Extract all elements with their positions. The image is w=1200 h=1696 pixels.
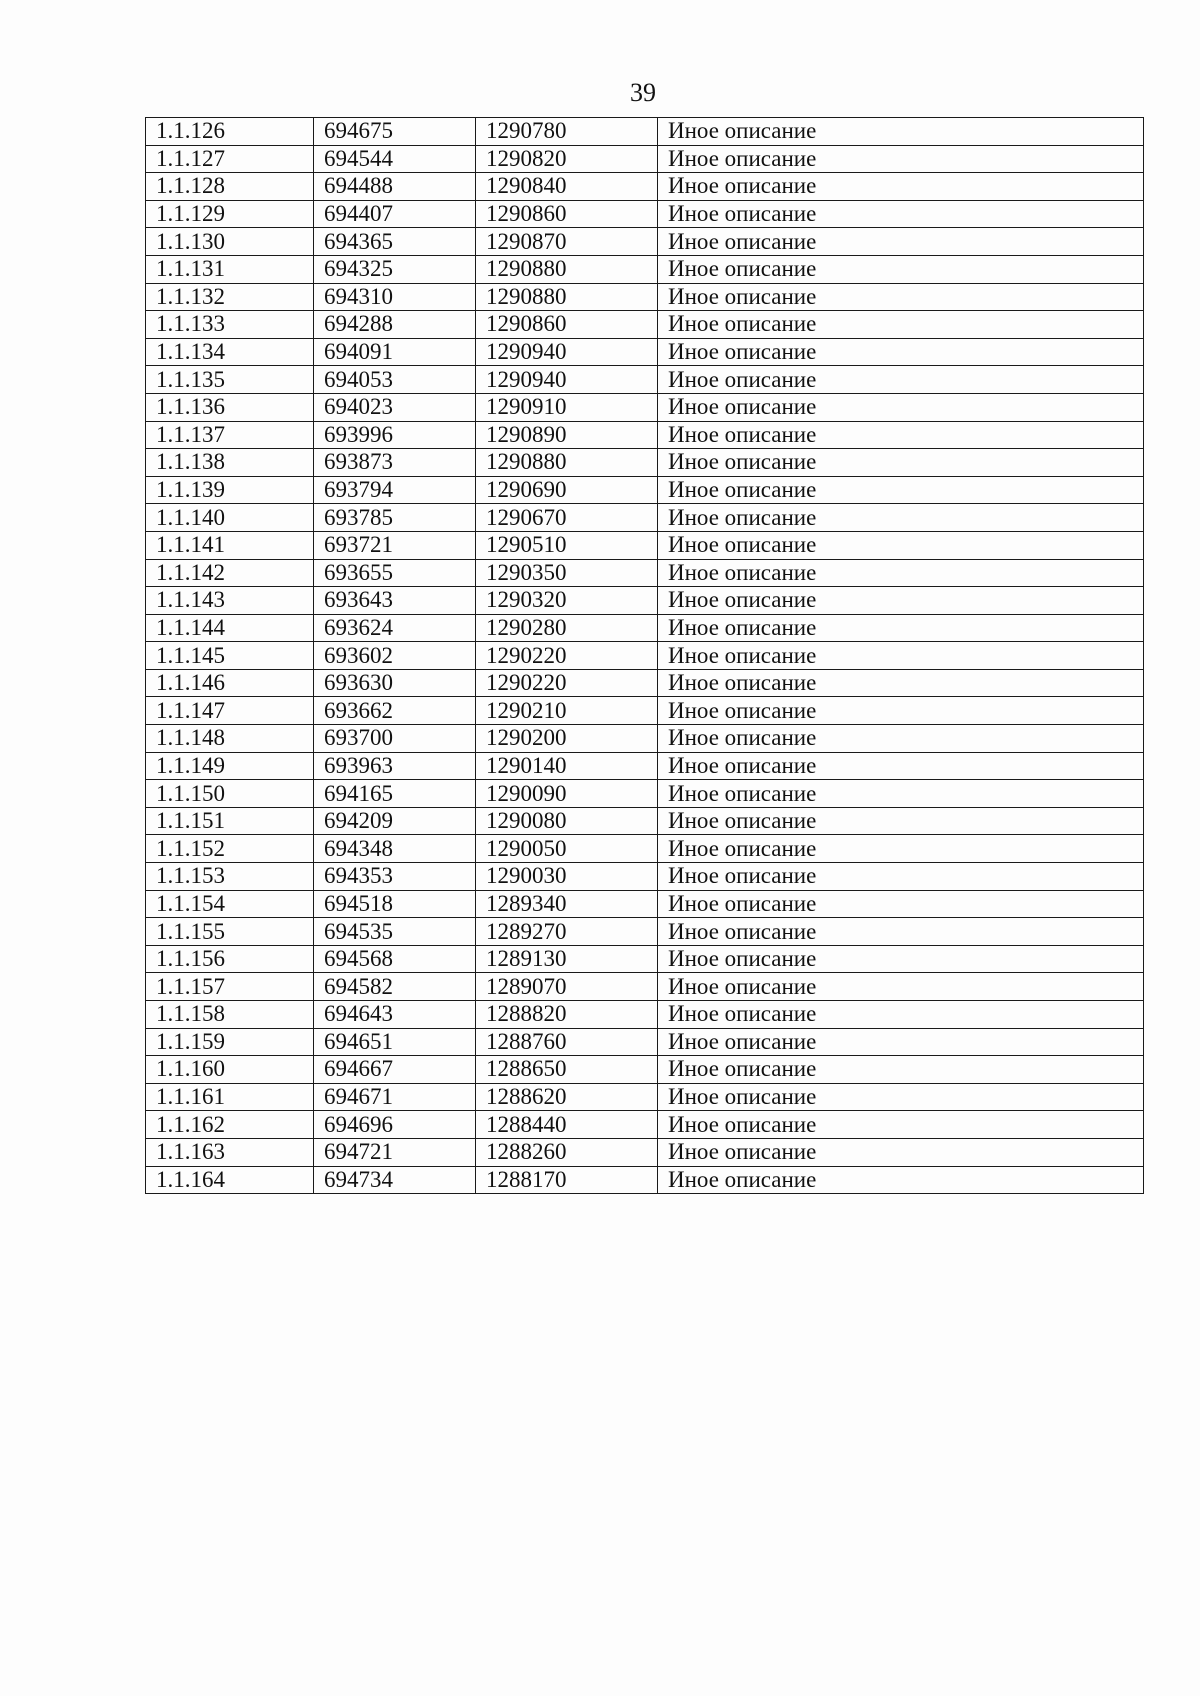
table-row — [146, 807, 1144, 835]
y-coordinate-cell: 1290200 — [476, 725, 658, 753]
x-coordinate-cell: 694488 — [314, 173, 476, 201]
x-coordinate-cell: 694165 — [314, 780, 476, 808]
point-number-cell: 1.1.133 — [146, 311, 314, 339]
point-number-cell: 1.1.161 — [146, 1083, 314, 1111]
y-coordinate-cell: 1290050 — [476, 835, 658, 863]
description-cell: Иное описание — [658, 697, 1144, 725]
point-number-cell: 1.1.164 — [146, 1166, 314, 1194]
x-coordinate-cell: 693655 — [314, 559, 476, 587]
description-cell: Иное описание — [658, 752, 1144, 780]
table-row — [146, 725, 1144, 753]
description-cell: Иное описание — [658, 283, 1144, 311]
y-coordinate-cell: 1290220 — [476, 669, 658, 697]
table-row — [146, 393, 1144, 421]
table-row — [146, 697, 1144, 725]
point-number-cell: 1.1.159 — [146, 1028, 314, 1056]
point-number-cell: 1.1.147 — [146, 697, 314, 725]
y-coordinate-cell: 1289340 — [476, 890, 658, 918]
table-row — [146, 918, 1144, 946]
point-number-cell: 1.1.143 — [146, 587, 314, 615]
y-coordinate-cell: 1290280 — [476, 614, 658, 642]
y-coordinate-cell: 1290090 — [476, 780, 658, 808]
description-cell: Иное описание — [658, 228, 1144, 256]
point-number-cell: 1.1.160 — [146, 1056, 314, 1084]
y-coordinate-cell: 1290030 — [476, 863, 658, 891]
table-row — [146, 504, 1144, 532]
description-cell: Иное описание — [658, 1138, 1144, 1166]
description-cell: Иное описание — [658, 1056, 1144, 1084]
coordinates-table — [145, 117, 1144, 1194]
description-cell: Иное описание — [658, 669, 1144, 697]
table-row — [146, 311, 1144, 339]
y-coordinate-cell: 1290910 — [476, 393, 658, 421]
y-coordinate-cell: 1290140 — [476, 752, 658, 780]
x-coordinate-cell: 693963 — [314, 752, 476, 780]
x-coordinate-cell: 694643 — [314, 1001, 476, 1029]
description-cell: Иное описание — [658, 559, 1144, 587]
point-number-cell: 1.1.155 — [146, 918, 314, 946]
point-number-cell: 1.1.142 — [146, 559, 314, 587]
x-coordinate-cell: 694544 — [314, 145, 476, 173]
table-row — [146, 1083, 1144, 1111]
x-coordinate-cell: 693785 — [314, 504, 476, 532]
x-coordinate-cell: 694721 — [314, 1138, 476, 1166]
table-row — [146, 118, 1144, 146]
y-coordinate-cell: 1290820 — [476, 145, 658, 173]
x-coordinate-cell: 694734 — [314, 1166, 476, 1194]
y-coordinate-cell: 1288440 — [476, 1111, 658, 1139]
x-coordinate-cell: 694348 — [314, 835, 476, 863]
description-cell: Иное описание — [658, 200, 1144, 228]
table-row — [146, 476, 1144, 504]
description-cell: Иное описание — [658, 835, 1144, 863]
table-row — [146, 366, 1144, 394]
table-row — [146, 559, 1144, 587]
y-coordinate-cell: 1290780 — [476, 118, 658, 146]
point-number-cell: 1.1.157 — [146, 973, 314, 1001]
table-row — [146, 890, 1144, 918]
description-cell: Иное описание — [658, 173, 1144, 201]
x-coordinate-cell: 693721 — [314, 531, 476, 559]
y-coordinate-cell: 1290940 — [476, 338, 658, 366]
y-coordinate-cell: 1288620 — [476, 1083, 658, 1111]
y-coordinate-cell: 1288760 — [476, 1028, 658, 1056]
description-cell: Иное описание — [658, 1001, 1144, 1029]
x-coordinate-cell: 694407 — [314, 200, 476, 228]
table-row — [146, 449, 1144, 477]
x-coordinate-cell: 694353 — [314, 863, 476, 891]
x-coordinate-cell: 693602 — [314, 642, 476, 670]
description-cell: Иное описание — [658, 614, 1144, 642]
y-coordinate-cell: 1288170 — [476, 1166, 658, 1194]
point-number-cell: 1.1.140 — [146, 504, 314, 532]
description-cell: Иное описание — [658, 863, 1144, 891]
table-row — [146, 173, 1144, 201]
description-cell: Иное описание — [658, 118, 1144, 146]
y-coordinate-cell: 1288650 — [476, 1056, 658, 1084]
table-row — [146, 945, 1144, 973]
x-coordinate-cell: 693794 — [314, 476, 476, 504]
point-number-cell: 1.1.156 — [146, 945, 314, 973]
y-coordinate-cell: 1290890 — [476, 421, 658, 449]
y-coordinate-cell: 1290670 — [476, 504, 658, 532]
description-cell: Иное описание — [658, 973, 1144, 1001]
description-cell: Иное описание — [658, 145, 1144, 173]
point-number-cell: 1.1.138 — [146, 449, 314, 477]
table-row — [146, 587, 1144, 615]
description-cell: Иное описание — [658, 338, 1144, 366]
table-row — [146, 338, 1144, 366]
point-number-cell: 1.1.153 — [146, 863, 314, 891]
x-coordinate-cell: 694671 — [314, 1083, 476, 1111]
y-coordinate-cell: 1290840 — [476, 173, 658, 201]
y-coordinate-cell: 1290210 — [476, 697, 658, 725]
y-coordinate-cell: 1289130 — [476, 945, 658, 973]
x-coordinate-cell: 693624 — [314, 614, 476, 642]
x-coordinate-cell: 694675 — [314, 118, 476, 146]
point-number-cell: 1.1.127 — [146, 145, 314, 173]
table-row — [146, 1001, 1144, 1029]
table-row — [146, 228, 1144, 256]
point-number-cell: 1.1.158 — [146, 1001, 314, 1029]
x-coordinate-cell: 694209 — [314, 807, 476, 835]
point-number-cell: 1.1.149 — [146, 752, 314, 780]
y-coordinate-cell: 1290880 — [476, 255, 658, 283]
description-cell: Иное описание — [658, 1083, 1144, 1111]
point-number-cell: 1.1.154 — [146, 890, 314, 918]
table-row — [146, 1111, 1144, 1139]
description-cell: Иное описание — [658, 311, 1144, 339]
table-row — [146, 421, 1144, 449]
point-number-cell: 1.1.137 — [146, 421, 314, 449]
y-coordinate-cell: 1290080 — [476, 807, 658, 835]
point-number-cell: 1.1.151 — [146, 807, 314, 835]
table-row — [146, 669, 1144, 697]
x-coordinate-cell: 694023 — [314, 393, 476, 421]
point-number-cell: 1.1.145 — [146, 642, 314, 670]
x-coordinate-cell: 694053 — [314, 366, 476, 394]
table-row — [146, 200, 1144, 228]
coordinates-table-body — [146, 118, 1144, 1194]
table-row — [146, 614, 1144, 642]
y-coordinate-cell: 1290220 — [476, 642, 658, 670]
point-number-cell: 1.1.152 — [146, 835, 314, 863]
description-cell: Иное описание — [658, 393, 1144, 421]
x-coordinate-cell: 694310 — [314, 283, 476, 311]
y-coordinate-cell: 1290940 — [476, 366, 658, 394]
description-cell: Иное описание — [658, 1166, 1144, 1194]
point-number-cell: 1.1.130 — [146, 228, 314, 256]
table-row — [146, 780, 1144, 808]
x-coordinate-cell: 693700 — [314, 725, 476, 753]
y-coordinate-cell: 1290880 — [476, 449, 658, 477]
table-row — [146, 283, 1144, 311]
description-cell: Иное описание — [658, 642, 1144, 670]
description-cell: Иное описание — [658, 780, 1144, 808]
point-number-cell: 1.1.144 — [146, 614, 314, 642]
table-row — [146, 1166, 1144, 1194]
table-row — [146, 145, 1144, 173]
page-number: 39 — [630, 78, 656, 107]
point-number-cell: 1.1.129 — [146, 200, 314, 228]
description-cell: Иное описание — [658, 531, 1144, 559]
point-number-cell: 1.1.136 — [146, 393, 314, 421]
description-cell: Иное описание — [658, 890, 1144, 918]
y-coordinate-cell: 1290880 — [476, 283, 658, 311]
y-coordinate-cell: 1290870 — [476, 228, 658, 256]
y-coordinate-cell: 1290860 — [476, 311, 658, 339]
y-coordinate-cell: 1290860 — [476, 200, 658, 228]
description-cell: Иное описание — [658, 587, 1144, 615]
point-number-cell: 1.1.150 — [146, 780, 314, 808]
point-number-cell: 1.1.148 — [146, 725, 314, 753]
x-coordinate-cell: 694518 — [314, 890, 476, 918]
point-number-cell: 1.1.162 — [146, 1111, 314, 1139]
table-row — [146, 531, 1144, 559]
x-coordinate-cell: 693996 — [314, 421, 476, 449]
x-coordinate-cell: 693630 — [314, 669, 476, 697]
point-number-cell: 1.1.126 — [146, 118, 314, 146]
point-number-cell: 1.1.135 — [146, 366, 314, 394]
point-number-cell: 1.1.134 — [146, 338, 314, 366]
description-cell: Иное описание — [658, 504, 1144, 532]
description-cell: Иное описание — [658, 255, 1144, 283]
y-coordinate-cell: 1288260 — [476, 1138, 658, 1166]
table-row — [146, 835, 1144, 863]
description-cell: Иное описание — [658, 421, 1144, 449]
table-row — [146, 1138, 1144, 1166]
x-coordinate-cell: 694568 — [314, 945, 476, 973]
description-cell: Иное описание — [658, 1111, 1144, 1139]
x-coordinate-cell: 694091 — [314, 338, 476, 366]
description-cell: Иное описание — [658, 449, 1144, 477]
x-coordinate-cell: 694365 — [314, 228, 476, 256]
y-coordinate-cell: 1290510 — [476, 531, 658, 559]
point-number-cell: 1.1.131 — [146, 255, 314, 283]
x-coordinate-cell: 694582 — [314, 973, 476, 1001]
x-coordinate-cell: 694667 — [314, 1056, 476, 1084]
y-coordinate-cell: 1289070 — [476, 973, 658, 1001]
table-row — [146, 863, 1144, 891]
y-coordinate-cell: 1289270 — [476, 918, 658, 946]
table-row — [146, 255, 1144, 283]
x-coordinate-cell: 693873 — [314, 449, 476, 477]
x-coordinate-cell: 694535 — [314, 918, 476, 946]
y-coordinate-cell: 1290320 — [476, 587, 658, 615]
table-row — [146, 642, 1144, 670]
point-number-cell: 1.1.132 — [146, 283, 314, 311]
description-cell: Иное описание — [658, 476, 1144, 504]
point-number-cell: 1.1.141 — [146, 531, 314, 559]
table-row — [146, 1056, 1144, 1084]
description-cell: Иное описание — [658, 918, 1144, 946]
y-coordinate-cell: 1288820 — [476, 1001, 658, 1029]
description-cell: Иное описание — [658, 1028, 1144, 1056]
description-cell: Иное описание — [658, 725, 1144, 753]
description-cell: Иное описание — [658, 807, 1144, 835]
point-number-cell: 1.1.163 — [146, 1138, 314, 1166]
point-number-cell: 1.1.128 — [146, 173, 314, 201]
point-number-cell: 1.1.139 — [146, 476, 314, 504]
description-cell: Иное описание — [658, 945, 1144, 973]
y-coordinate-cell: 1290350 — [476, 559, 658, 587]
x-coordinate-cell: 694696 — [314, 1111, 476, 1139]
point-number-cell: 1.1.146 — [146, 669, 314, 697]
x-coordinate-cell: 694325 — [314, 255, 476, 283]
x-coordinate-cell: 694288 — [314, 311, 476, 339]
x-coordinate-cell: 693662 — [314, 697, 476, 725]
x-coordinate-cell: 694651 — [314, 1028, 476, 1056]
table-row — [146, 752, 1144, 780]
description-cell: Иное описание — [658, 366, 1144, 394]
x-coordinate-cell: 693643 — [314, 587, 476, 615]
table-row — [146, 1028, 1144, 1056]
table-row — [146, 973, 1144, 1001]
y-coordinate-cell: 1290690 — [476, 476, 658, 504]
